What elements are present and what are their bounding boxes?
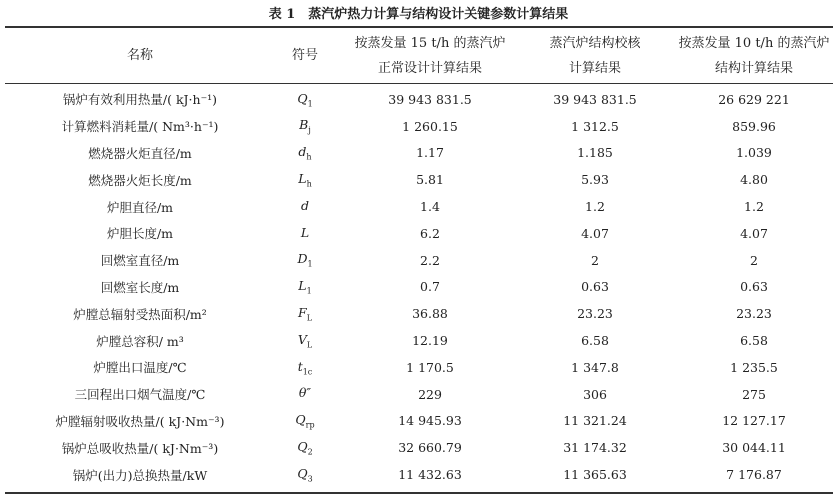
param-symbol: $d_h$ xyxy=(298,144,312,162)
value-check: 4.07 xyxy=(581,225,609,241)
param-symbol: $D_1$ xyxy=(297,251,313,269)
value-10th-design: 0.63 xyxy=(740,279,768,295)
param-symbol: $L_1$ xyxy=(298,278,312,296)
value-10th-design: 23.23 xyxy=(736,306,772,322)
param-name: 回燃室长度/m xyxy=(100,279,180,295)
param-symbol: $B_j$ xyxy=(299,117,311,135)
param-symbol: $Q_3$ xyxy=(297,465,313,484)
param-name: 炉胆直径/m xyxy=(106,199,174,215)
value-check: 6.58 xyxy=(581,333,609,349)
value-check: 11 365.63 xyxy=(563,467,627,483)
value-check: 39 943 831.5 xyxy=(553,91,637,107)
value-15th-design: 1.17 xyxy=(416,145,444,161)
param-name: 三回程出口烟气温度/℃ xyxy=(74,387,206,403)
value-10th-design: 7 176.87 xyxy=(726,467,782,483)
value-10th-design: 26 629 221 xyxy=(718,91,790,107)
param-name: 计算燃料消耗量/( Nm³·h⁻¹) xyxy=(61,119,219,135)
param-name: 炉胆长度/m xyxy=(106,226,174,242)
header-symbol: 符号 xyxy=(291,48,318,63)
param-symbol: $Q_{rp}$ xyxy=(295,412,315,430)
value-15th-design: 11 432.63 xyxy=(398,467,462,483)
value-15th-design: 36.88 xyxy=(412,306,448,322)
parameter-table xyxy=(5,26,833,494)
table-body xyxy=(5,84,833,492)
value-10th-design: 1 235.5 xyxy=(730,359,778,375)
param-symbol: $F_L$ xyxy=(298,305,312,323)
value-10th-design: 2 xyxy=(750,252,758,268)
param-name: 燃烧器火炬直径/m xyxy=(88,145,192,161)
value-check: 5.93 xyxy=(581,172,609,188)
value-check: 11 321.24 xyxy=(563,413,627,429)
param-symbol: d xyxy=(300,197,309,213)
param-symbol: $t_{1c}$ xyxy=(297,358,313,377)
table-row xyxy=(5,113,833,140)
table-row xyxy=(5,327,833,354)
value-10th-design: 4.80 xyxy=(740,172,768,188)
table-row xyxy=(5,220,833,247)
table-header xyxy=(5,28,833,83)
param-name: 炉膛辐射吸收热量/( kJ·Nm⁻³) xyxy=(55,413,225,429)
value-check: 31 174.32 xyxy=(563,440,627,456)
value-check: 0.63 xyxy=(581,279,609,295)
table-row xyxy=(5,408,833,435)
value-15th-design: 14 945.93 xyxy=(398,413,462,429)
value-10th-design: 4.07 xyxy=(740,225,768,241)
param-name: 锅炉总吸收热量/( kJ·Nm⁻³) xyxy=(61,440,219,456)
table-row xyxy=(5,461,833,488)
value-15th-design: 1 260.15 xyxy=(402,118,458,134)
value-15th-design: 32 660.79 xyxy=(398,440,462,456)
param-symbol: L xyxy=(300,224,310,240)
value-check: 306 xyxy=(583,386,607,402)
value-15th-design: 39 943 831.5 xyxy=(388,91,472,107)
value-check: 1.2 xyxy=(585,199,605,215)
value-check: 1 312.5 xyxy=(571,118,619,134)
param-symbol: $Q_2$ xyxy=(297,439,313,457)
value-10th-design: 859.96 xyxy=(732,118,776,134)
table-row xyxy=(5,193,833,220)
param-symbol: $Q_1$ xyxy=(297,90,313,109)
value-check: 1 347.8 xyxy=(571,359,619,375)
value-10th-design: 275 xyxy=(742,386,766,402)
value-15th-design: 1 170.5 xyxy=(406,359,454,375)
value-check: 23.23 xyxy=(577,306,613,322)
value-15th-design: 12.19 xyxy=(412,333,448,349)
header-col3: 按蒸发量 10 t/h 的蒸汽炉 结构计算结果 xyxy=(678,35,830,76)
param-name: 燃烧器火炬长度/m xyxy=(88,172,192,188)
value-15th-design: 229 xyxy=(418,386,442,402)
param-symbol: θ″ xyxy=(298,385,312,401)
header-name: 名称 xyxy=(126,48,153,63)
table-title: 表 1 蒸汽炉热力计算与结构设计关键参数计算结果 xyxy=(268,7,569,22)
value-10th-design: 6.58 xyxy=(740,333,768,349)
header-col1: 按蒸发量 15 t/h 的蒸汽炉 正常设计计算结果 xyxy=(354,35,506,76)
param-symbol: $L_h$ xyxy=(298,171,312,189)
param-name: 回燃室直径/m xyxy=(100,253,180,269)
param-name: 炉膛出口温度/℃ xyxy=(93,360,187,376)
param-name: 炉膛总容积/ m³ xyxy=(96,333,184,349)
param-name: 锅炉有效利用热量/( kJ·h⁻¹) xyxy=(62,92,218,108)
value-10th-design: 1.2 xyxy=(744,199,764,215)
value-15th-design: 5.81 xyxy=(416,172,444,188)
table-row xyxy=(5,274,833,301)
param-name: 锅炉(出力)总换热量/kW xyxy=(72,467,208,483)
table-row xyxy=(5,300,833,327)
value-check: 1.185 xyxy=(577,145,613,161)
value-check: 2 xyxy=(591,252,599,268)
value-10th-design: 12 127.17 xyxy=(722,413,786,429)
value-15th-design: 0.7 xyxy=(420,279,440,295)
value-15th-design: 6.2 xyxy=(420,225,440,241)
value-15th-design: 1.4 xyxy=(420,199,440,215)
table-row xyxy=(5,140,833,167)
param-name: 炉膛总辐射受热面积/m² xyxy=(73,306,207,322)
table-row xyxy=(5,166,833,193)
value-10th-design: 1.039 xyxy=(736,145,772,161)
table-row xyxy=(5,354,833,381)
table-row xyxy=(5,434,833,461)
param-symbol: $V_L$ xyxy=(297,331,313,350)
table-row xyxy=(5,247,833,274)
header-col2: 蒸汽炉结构校核 计算结果 xyxy=(549,35,641,76)
table-row xyxy=(5,381,833,408)
table-row xyxy=(5,86,833,113)
value-10th-design: 30 044.11 xyxy=(722,440,786,456)
value-15th-design: 2.2 xyxy=(420,252,440,268)
